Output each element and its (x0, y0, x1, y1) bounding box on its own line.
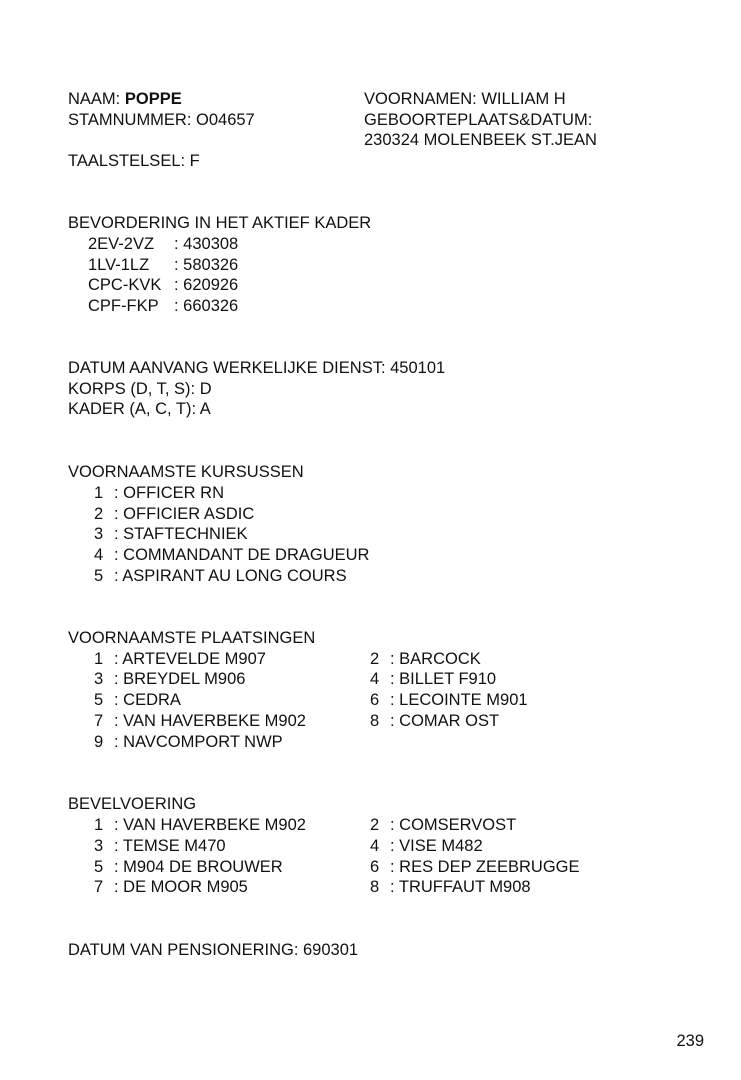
item-number: 1 (94, 484, 104, 502)
bevordering-item (88, 296, 238, 317)
plaatsing-item (94, 690, 181, 711)
korps: KORPS (D, T, S): D (68, 380, 212, 398)
plaatsing-item (94, 649, 266, 670)
item-text: : BREYDEL M906 (114, 670, 246, 688)
kursus-item (94, 566, 347, 587)
item-number: 7 (94, 878, 104, 896)
plaatsing-item (94, 711, 306, 732)
item-number: 5 (94, 691, 104, 709)
item-text: : COMSERVOST (390, 816, 517, 834)
bevelvoering-item (94, 836, 226, 857)
rank-code: 1LV-1LZ (88, 256, 150, 274)
item-text: : TEMSE M470 (114, 837, 226, 855)
pensionering: DATUM VAN PENSIONERING: 690301 (68, 941, 359, 959)
rank-date: : 620926 (174, 276, 239, 294)
kursussen-title: VOORNAAMSTE KURSUSSEN (68, 463, 304, 481)
item-number: 5 (94, 858, 104, 876)
item-text: : NAVCOMPORT NWP (114, 733, 283, 751)
item-text: : RES DEP ZEEBRUGGE (390, 858, 580, 876)
geboorte-value: 230324 MOLENBEEK ST.JEAN (364, 131, 597, 149)
kader: KADER (A, C, T): A (68, 400, 211, 418)
item-text: : ASPIRANT AU LONG COURS (114, 567, 347, 585)
bevelvoering-item (370, 836, 483, 857)
item-text: : OFFICER RN (114, 484, 224, 502)
bevelvoering-item (370, 877, 531, 898)
item-text: : ARTEVELDE M907 (114, 650, 266, 668)
item-number: 8 (370, 878, 380, 896)
item-number: 2 (370, 650, 380, 668)
item-text: : COMAR OST (390, 712, 500, 730)
plaatsing-item (370, 690, 528, 711)
item-text: : M904 DE BROUWER (114, 858, 283, 876)
rank-code: CPC-KVK (88, 276, 162, 294)
item-number: 4 (94, 546, 104, 564)
aanvang-dienst: DATUM AANVANG WERKELIJKE DIENST: 450101 (68, 359, 446, 377)
kursus-item (94, 524, 248, 545)
bevordering-item (88, 275, 238, 296)
rank-date: : 430308 (174, 235, 239, 253)
bevordering-title: BEVORDERING IN HET AKTIEF KADER (68, 214, 372, 232)
bevelvoering-item (94, 877, 248, 898)
item-text: : BILLET F910 (390, 670, 497, 688)
voornamen: VOORNAMEN: WILLIAM H (364, 90, 566, 108)
item-number: 4 (370, 837, 380, 855)
item-number: 5 (94, 567, 104, 585)
item-number: 1 (94, 650, 104, 668)
bevelvoering-item (94, 857, 283, 878)
item-text: : VAN HAVERBEKE M902 (114, 816, 306, 834)
plaatsing-item (94, 732, 283, 753)
item-number: 2 (94, 505, 104, 523)
bevordering-item (88, 255, 238, 276)
kursus-item (94, 504, 254, 525)
plaatsing-item (94, 669, 245, 690)
rank-date: : 580326 (174, 256, 239, 274)
stamnummer: STAMNUMMER: O04657 (68, 111, 255, 129)
bevelvoering-title: BEVELVOERING (68, 795, 197, 813)
item-text: : BARCOCK (390, 650, 481, 668)
item-text: : STAFTECHNIEK (114, 525, 248, 543)
rank-date: : 660326 (174, 297, 239, 315)
taalstelsel: TAALSTELSEL: F (68, 152, 200, 170)
item-number: 9 (94, 733, 104, 751)
bevelvoering-item (370, 815, 516, 836)
bevelvoering-item (94, 815, 306, 836)
bevelvoering-item (370, 857, 580, 878)
plaatsing-item (370, 649, 481, 670)
item-number: 1 (94, 816, 104, 834)
item-number: 2 (370, 816, 380, 834)
item-number: 6 (370, 691, 380, 709)
kursus-item (94, 545, 369, 566)
item-number: 6 (370, 858, 380, 876)
naam-value: POPPE (124, 90, 182, 108)
page-number: 239 (676, 1032, 704, 1050)
rank-code: 2EV-2VZ (88, 235, 155, 253)
rank-code: CPF-FKP (88, 297, 159, 315)
plaatsing-item (370, 669, 496, 690)
item-text: : TRUFFAUT M908 (390, 878, 531, 896)
item-number: 8 (370, 712, 380, 730)
bevordering-item (88, 234, 238, 255)
plaatsing-item (370, 711, 499, 732)
item-text: : DE MOOR M905 (114, 878, 248, 896)
item-text: : CEDRA (114, 691, 181, 709)
item-number: 3 (94, 837, 104, 855)
naam-line (68, 89, 182, 110)
item-text: : VAN HAVERBEKE M902 (114, 712, 306, 730)
kursus-item (94, 483, 224, 504)
item-number: 3 (94, 525, 104, 543)
item-number: 7 (94, 712, 104, 730)
item-text: : COMMANDANT DE DRAGUEUR (114, 546, 370, 564)
geboorte-label: GEBOORTEPLAATS&DATUM: (364, 111, 593, 129)
item-number: 4 (370, 670, 380, 688)
naam-label: NAAM: (68, 90, 121, 108)
item-text: : LECOINTE M901 (390, 691, 528, 709)
item-text: : OFFICIER ASDIC (114, 505, 255, 523)
plaatsingen-title: VOORNAAMSTE PLAATSINGEN (68, 629, 316, 647)
item-number: 3 (94, 670, 104, 688)
item-text: : VISE M482 (390, 837, 483, 855)
